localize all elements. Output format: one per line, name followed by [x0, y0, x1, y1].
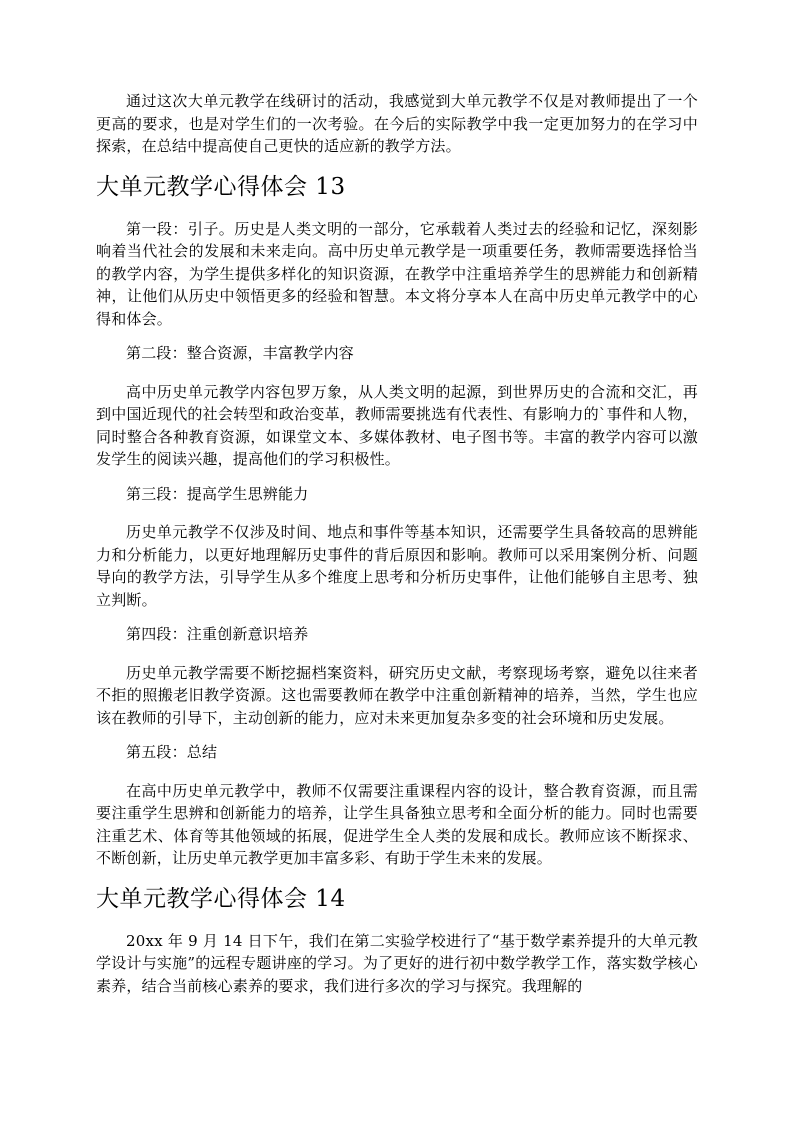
heading-section-14: 大单元教学心得体会 14 [96, 885, 346, 912]
subheading-part-2: 第二段：整合资源，丰富教学内容 [126, 344, 355, 362]
subheading-part-4: 第四段：注重创新意识培养 [126, 625, 309, 643]
paragraph-part-2: 高中历史单元教学内容包罗万象，从人类文明的起源，到世界历史的合流和交汇，再到中国近现代的社会转型和政治变革，教师需要挑选有代表性、有影响力的`事件和人物，同时整合各种教育资源，如课堂文本、多媒体教材、电子图书等。丰富的教学内容可以激发学生的阅读兴趣，提高他们的学习积极性。 [96, 382, 698, 468]
subheading-part-5: 第五段：总结 [126, 743, 218, 761]
subheading-part-3: 第三段：提高学生思辨能力 [126, 484, 309, 503]
paragraph-part-5: 在高中历史单元教学中，教师不仅需要注重课程内容的设计，整合教育资源，而且需要注重学生思辨和创新能力的培养，让学生具备独立思考和全面分析的能力。同时也需要注重艺术、体育等其他领域的拓展，促进学生全人类的发展和成长。教师应该不断探求、不断创新，让历史单元教学更加丰富多彩、有助于学生未来的发展。 [96, 781, 698, 867]
paragraph-part-1: 第一段：引子。历史是人类文明的一部分，它承载着人类过去的经验和记忆，深刻影响着当代社会的发展和未来走向。高中历史单元教学是一项重要任务，教师需要选择恰当的教学内容，为学生提供多样化的知识资源，在教学中注重培养学生的思辨能力和创新精神，让他们从历史中领悟更多的经验和智慧。本文将分享本人在高中历史单元教学中的心得和体会。 [96, 219, 698, 328]
paragraph-part-4: 历史单元教学需要不断挖掘档案资料，研究历史文献，考察现场考察，避免以往来者不拒的照搬老旧教学资源。这也需要教师在教学中注重创新精神的培养，当然，学生也应该在教师的引导下，主动创新的能力，应对未来更加复杂多变的社会环境和历史发展。 [96, 663, 698, 727]
paragraph-part-3: 历史单元教学不仅涉及时间、地点和事件等基本知识，还需要学生具备较高的思辨能力和分析能力，以更好地理解历史事件的背后原因和影响。教师可以采用案例分析、问题导向的教学方法，引导学生从多个维度上思考和分析历史事件，让他们能够自主思考、独立判断。 [96, 523, 698, 609]
paragraph-section-14-intro: 20xx 年 9 月 14 日下午，我们在第二实验学校进行了“基于数学素养提升的大单元教学设计与实施”的远程专题讲座的学习。为了更好的进行初中数学教学工作，落实数学核心素养，结合当前核心素养的要求，我们进行多次的学习与探究。我理解的 [96, 931, 698, 995]
paragraph-intro-conclusion: 通过这次大单元教学在线研讨的活动，我感觉到大单元教学不仅是对教师提出了一个更高的要求，也是对学生们的一次考验。在今后的实际教学中我一定更加努力的在学习中探索，在总结中提高使自己更快的适应新的教学方法。 [96, 92, 698, 155]
heading-section-13: 大单元教学心得体会 13 [96, 173, 346, 200]
